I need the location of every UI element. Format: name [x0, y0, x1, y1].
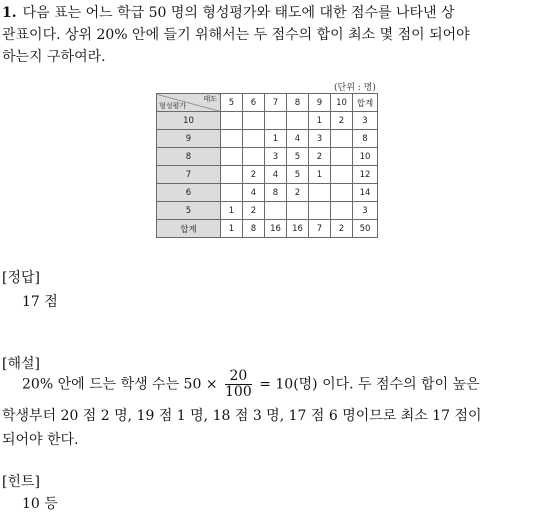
fraction-denominator: 100 [225, 384, 252, 400]
table-cell [221, 148, 243, 166]
table-cell [309, 184, 331, 202]
table-cell: 2 [287, 184, 309, 202]
table-row [157, 166, 378, 184]
table-cell: 2 [309, 148, 331, 166]
column-header: 6 [243, 94, 265, 112]
table-cell: 3 [353, 202, 378, 220]
table-cell: 2 [331, 220, 353, 238]
table-header-row [157, 94, 378, 112]
question-line-1 [2, 2, 455, 22]
solution-label: [해설] [2, 356, 40, 372]
table-row [157, 184, 378, 202]
answer-text: 17 점 [22, 294, 58, 310]
solution-line-2: 학생부터 20 점 2 명, 19 점 1 명, 18 점 3 명, 17 점 6 명이므로 최소 17 점이 [2, 408, 482, 424]
table-cell: 8 [243, 220, 265, 238]
table-cell [309, 202, 331, 220]
fraction [225, 369, 252, 400]
solution-line-1 [22, 369, 535, 400]
table-cell: 8 [265, 184, 287, 202]
row-header: 6 [157, 184, 221, 202]
table-cell [331, 130, 353, 148]
table-cell: 1 [265, 130, 287, 148]
column-header: 8 [287, 94, 309, 112]
table-cell: 5 [287, 166, 309, 184]
row-header: 7 [157, 166, 221, 184]
table-cell: 3 [353, 112, 378, 130]
table-cell [287, 112, 309, 130]
table-cell: 3 [265, 148, 287, 166]
question-line-3: 하는지 구하여라. [2, 49, 106, 65]
table-cell: 1 [309, 166, 331, 184]
hint-label: [힌트] [2, 474, 40, 490]
corner-label-bottom: 형성평가 [159, 102, 187, 110]
table-cell: 50 [353, 220, 378, 238]
table-cell: 7 [309, 220, 331, 238]
table-cell: 5 [287, 148, 309, 166]
answer-label: [정답] [2, 270, 40, 286]
table-cell: 16 [287, 220, 309, 238]
table-cell: 4 [243, 184, 265, 202]
table-cell: 1 [221, 202, 243, 220]
row-header: 10 [157, 112, 221, 130]
table-cell [331, 166, 353, 184]
table-unit: (단위 : 명) [334, 83, 376, 93]
column-header: 5 [221, 94, 243, 112]
solution-text-pre: 20% 안에 드는 학생 수는 50 × [22, 376, 218, 393]
table-cell: 1 [221, 220, 243, 238]
table-row [157, 202, 378, 220]
row-header: 합계 [157, 220, 221, 238]
question-line-2: 관표이다. 상위 20% 안에 들기 위해서는 두 점수의 합이 최소 몇 점이 되어야 [2, 27, 470, 43]
table-cell [287, 202, 309, 220]
table-cell [221, 112, 243, 130]
table-cell: 1 [309, 112, 331, 130]
question-text-1: 다음 표는 어느 학급 50 명의 형성평가와 태도에 대한 점수를 나타낸 상 [22, 5, 455, 21]
table-cell [243, 112, 265, 130]
table-cell [331, 184, 353, 202]
column-header: 7 [265, 94, 287, 112]
table-cell [243, 148, 265, 166]
solution-text-post: = 10(명) 이다. 두 점수의 합이 높은 [259, 376, 480, 393]
question-number: 1. [2, 5, 17, 21]
table-cell [265, 202, 287, 220]
table-cell: 8 [353, 130, 378, 148]
column-header: 10 [331, 94, 353, 112]
table-cell [331, 148, 353, 166]
hint-text: 10 등 [22, 496, 58, 512]
row-header: 9 [157, 130, 221, 148]
table-cell: 4 [287, 130, 309, 148]
table-cell [243, 130, 265, 148]
table-row [157, 220, 378, 238]
table-cell: 2 [331, 112, 353, 130]
table-cell [331, 202, 353, 220]
table-cell: 12 [353, 166, 378, 184]
table-cell [221, 130, 243, 148]
solution-line-3: 되어야 한다. [2, 432, 79, 448]
table-row [157, 130, 378, 148]
table-cell: 16 [265, 220, 287, 238]
table-cell: 3 [309, 130, 331, 148]
table-row [157, 148, 378, 166]
table-cell [221, 184, 243, 202]
table-cell [265, 112, 287, 130]
row-header: 8 [157, 148, 221, 166]
fraction-numerator: 20 [225, 369, 252, 385]
column-header-total: 합계 [353, 94, 378, 112]
column-header: 9 [309, 94, 331, 112]
table-cell [221, 166, 243, 184]
table-cell: 10 [353, 148, 378, 166]
table-cell: 2 [243, 202, 265, 220]
table-cell: 14 [353, 184, 378, 202]
table-cell: 4 [265, 166, 287, 184]
table-row [157, 112, 378, 130]
table-cell: 2 [243, 166, 265, 184]
corner-label-top: 태도 [203, 95, 217, 103]
table-corner-cell [157, 94, 221, 112]
row-header: 5 [157, 202, 221, 220]
correlation-table [156, 93, 378, 238]
